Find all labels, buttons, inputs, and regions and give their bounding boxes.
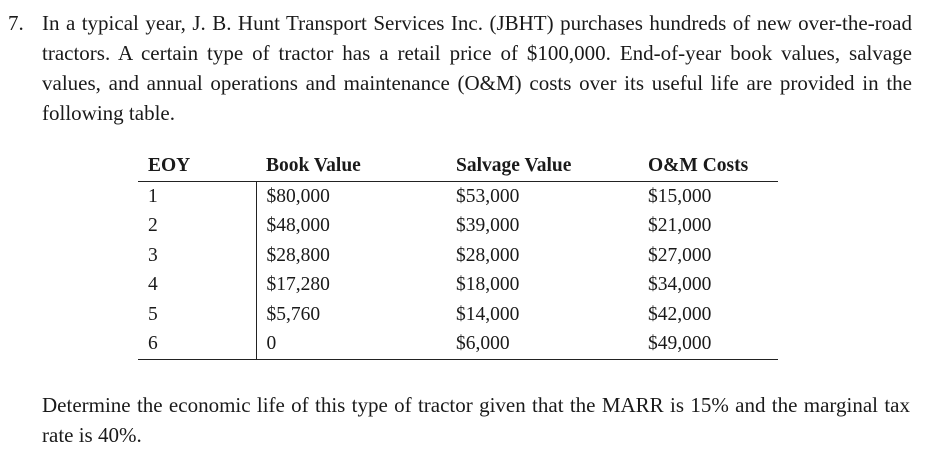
cell-om-costs: $21,000	[648, 215, 712, 237]
cell-om-costs: $15,000	[648, 185, 712, 207]
cell-eoy: 5	[138, 300, 256, 330]
cell-eoy: 1	[138, 182, 256, 212]
table-row	[138, 212, 778, 242]
cell-om-costs: $27,000	[648, 244, 712, 266]
header-om-costs: O&M Costs	[638, 150, 778, 182]
cell-salvage-value: $39,000	[456, 215, 520, 237]
header-book-value: Book Value	[256, 150, 446, 182]
cell-book-value: $28,800	[266, 244, 330, 266]
problem-number: 7.	[8, 11, 24, 35]
question-statement: Determine the economic life of this type of tractor given that the MARR is 15% and the marginal tax rate is 40%.	[42, 393, 910, 447]
cell-book-value: 0	[256, 330, 446, 360]
data-table	[138, 150, 778, 360]
table-row	[138, 300, 778, 330]
cell-salvage-value: $28,000	[456, 244, 520, 266]
cell-om-costs: $49,000	[638, 330, 778, 360]
table-row	[138, 241, 778, 271]
cell-book-value: $80,000	[266, 185, 330, 207]
table-header-row	[138, 150, 778, 182]
cell-salvage-value: $53,000	[456, 185, 520, 207]
cell-book-value: $48,000	[266, 215, 330, 237]
cell-om-costs: $34,000	[648, 274, 712, 296]
cell-eoy: 4	[138, 271, 256, 301]
header-eoy: EOY	[138, 150, 256, 182]
table-row	[138, 271, 778, 301]
cell-salvage-value: $14,000	[456, 303, 520, 325]
problem-statement: In a typical year, J. B. Hunt Transport Services Inc. (JBHT) purchases hundreds of new over-the-road tractors. A certain type of tractor has a retail price of $100,000. End-of-year book values, salvage values, and annual operations and maintenance (O&M) costs over its useful life are provided in the following table.	[42, 11, 912, 125]
cell-salvage-value: $6,000	[446, 330, 638, 360]
cell-eoy: 3	[138, 241, 256, 271]
table-row	[138, 182, 778, 212]
cell-book-value: $17,280	[266, 274, 330, 296]
cell-om-costs: $42,000	[648, 303, 712, 325]
cell-eoy: 6	[138, 330, 256, 360]
cell-salvage-value: $18,000	[456, 274, 520, 296]
cell-book-value: $5,760	[266, 303, 321, 325]
header-salvage-value: Salvage Value	[446, 150, 638, 182]
table-row	[138, 330, 778, 360]
cell-eoy: 2	[138, 212, 256, 242]
